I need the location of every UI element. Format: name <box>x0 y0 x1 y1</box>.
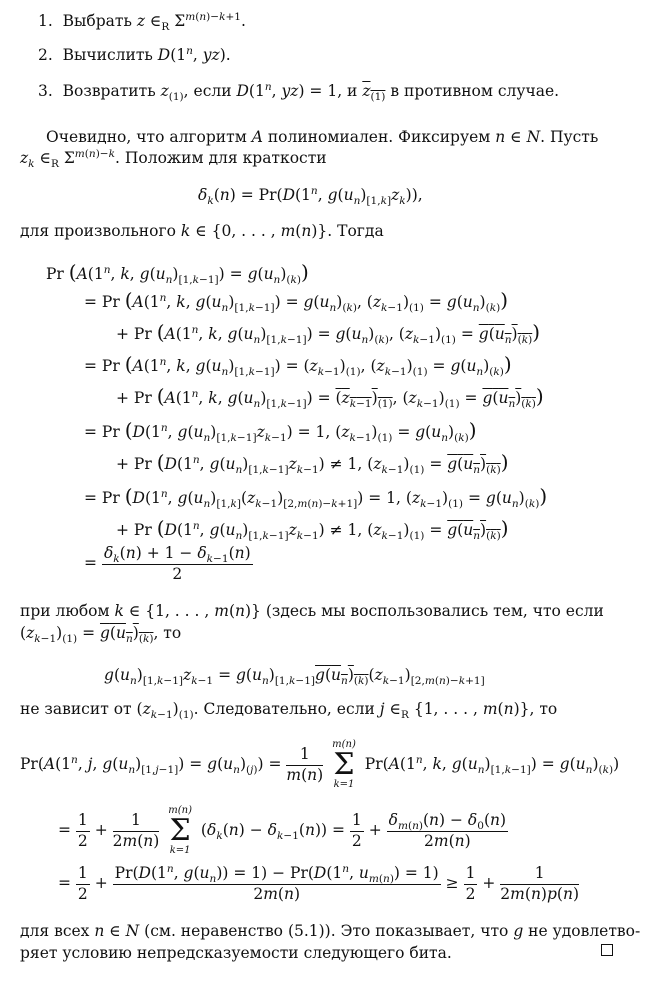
list-item-3: 3. Возвратить $z_{(1)}$, если D(1$^n$, yz) = 1, и $z_{(1)}$ в противном случае. <box>38 80 560 104</box>
derivation-line: + Pr (D(1$^n$, $g(u_n)_{[1,k-1]}z_{k-1}) \ne 1$, $(z_{k-1})_{(1)} = g(u_n)_{(k)}$) <box>116 450 509 477</box>
derivation-line: Pr (A(1$^n$, k, $g(u_n)_{[1,k-1]}) = g(u_n)_{(k)}$) <box>46 260 309 287</box>
definition-equation: $\delta_k(n) = Pr(D(1^n$, $g(u_n)_{[1,k]}z_k$)), <box>198 184 423 208</box>
derivation-result: = $\frac{\delta_k(n) + 1 - \delta_{k-1}(n)}{2}$ <box>84 544 251 583</box>
fraction: $\frac{1}{m(n)}$ <box>286 745 324 784</box>
paragraph-line: при любом k ∈ {1, . . . , m(n)} (здесь мы воспользовались тем, что если <box>20 602 604 620</box>
derivation-line: = Pr (A(1$^n$, k, $g(u_n)_{[1,k-1]}) = g(u_n)_{(k)}$, $(z_{k-1})_{(1)} = g(u_n)_{(k)}$) <box>84 288 509 315</box>
final-equation-line-1: Pr(A(1$^n$, j, $g(u_n)_{[1,j-1]}) = g(u_n)_{(j)}$) = $\frac{1}{m(n)}$ m(n) Σ k=1 Pr(A(1$^n$, k, $g(u_n)_{[1,k-1]}) = g(u_n)_{(k)}$) <box>20 739 620 790</box>
paragraph-line: Очевидно, что алгоритм A полиномиален. Фиксируем n ∈ N. Пусть <box>46 128 599 146</box>
derivation-line: = Pr (D(1$^n$, $g(u_n)_{[1,k-1]}z_{k-1}) = 1$, $(z_{k-1})_{(1)} = g(u_n)_{(k)}$) <box>84 418 477 445</box>
final-equation-line-2: = $\frac{1}{2}$ + $\frac{1}{2m(n)}$ m(n) Σ k=1 $(\delta_k(n) - \delta_{k-1}(n))$ = $\frac{1}{2}$ + $\frac{\delta_{m(n)}(n) - \delta_0(n)}{2m(n)}$ <box>58 805 507 856</box>
list-number: 3. <box>38 82 53 100</box>
derivation-line: = Pr (D(1$^n$, $g(u_n)_{[1,k]}(z_{k-1})_{[2,m(n)-k+1]}) = 1$, $(z_{k-1})_{(1)} = g(u_n)_{(k)}$) <box>84 484 548 511</box>
list-number: 1. <box>38 12 53 30</box>
fraction: $\frac{\delta_k(n) + 1 - \delta_{k-1}(n)}{2}$ <box>103 544 251 583</box>
sum-symbol: m(n) Σ k=1 <box>332 739 356 790</box>
paragraph-line: $(z_{k-1})_{(1)} = g(u_n)_{(k)}$, то <box>20 624 182 646</box>
qed-square-icon <box>601 944 613 956</box>
derivation-line: + Pr (A(1$^n$, k, $g(u_n)_{[1,k-1]}) = (z_{k-1})_{(1)}$, $(z_{k-1})_{(1)} = g(u_n)_{(k)}$) <box>116 384 544 411</box>
paragraph-line: для всех n ∈ N (см. неравенство (5.1)). Это показывает, что g не удовлетво- <box>20 922 641 940</box>
derivation-line: + Pr (D(1$^n$, $g(u_n)_{[1,k-1]}z_{k-1}) \ne 1$, $(z_{k-1})_{(1)} = g(u_n)_{(k)}$) <box>116 516 509 543</box>
final-equation-line-3: = $\frac{1}{2}$ + $\frac{Pr(D(1^n, g(u_n)) = 1) - Pr(D(1^n, u_{m(n)}) = 1)}{2m(n)}$ ≥ $\frac{1}{2}$ + $\frac{1}{2m(n)p(n)}$ <box>58 862 580 903</box>
list-number: 2. <box>38 46 53 64</box>
paragraph-line: $z_k$ $\in_R$ $\Sigma^{m(n)-k}$. Положим для краткости <box>20 147 327 171</box>
sum-symbol: m(n) Σ k=1 <box>168 805 192 856</box>
paragraph-line: для произвольного k ∈ {0, . . . , m(n)}. Тогда <box>20 222 384 240</box>
paragraph-line: не зависит от $(z_{k-1})_{(1)}$. Следовательно, если j $\in_R$ {1, . . . , m(n)}, то <box>20 700 558 722</box>
middle-equation: $g(u_n)_{[1,k-1]}z_{k-1} = g(u_n)_{[1,k-1]}g(u_n)_{(k)}(z_{k-1})_{[2,m(n)-k+1]}$ <box>104 666 485 688</box>
derivation-line: + Pr (A(1$^n$, k, $g(u_n)_{[1,k-1]}) = g(u_n)_{(k)}$, $(z_{k-1})_{(1)} = g(u_n)_{(k)}$) <box>116 320 541 347</box>
list-item-2: 2. Вычислить D(1$^n$, yz). <box>38 44 231 64</box>
derivation-line: = Pr (A(1$^n$, k, $g(u_n)_{[1,k-1]}) = (z_{k-1})_{(1)}$, $(z_{k-1})_{(1)} = g(u_n)_{(k)}$) <box>84 352 512 379</box>
paragraph-line: ряет условию непредсказуемости следующего бита. <box>20 944 452 962</box>
list-item-1: 1. Выбрать z $\in_R$ $\Sigma^{m(n)-k+1}$. <box>38 10 246 34</box>
